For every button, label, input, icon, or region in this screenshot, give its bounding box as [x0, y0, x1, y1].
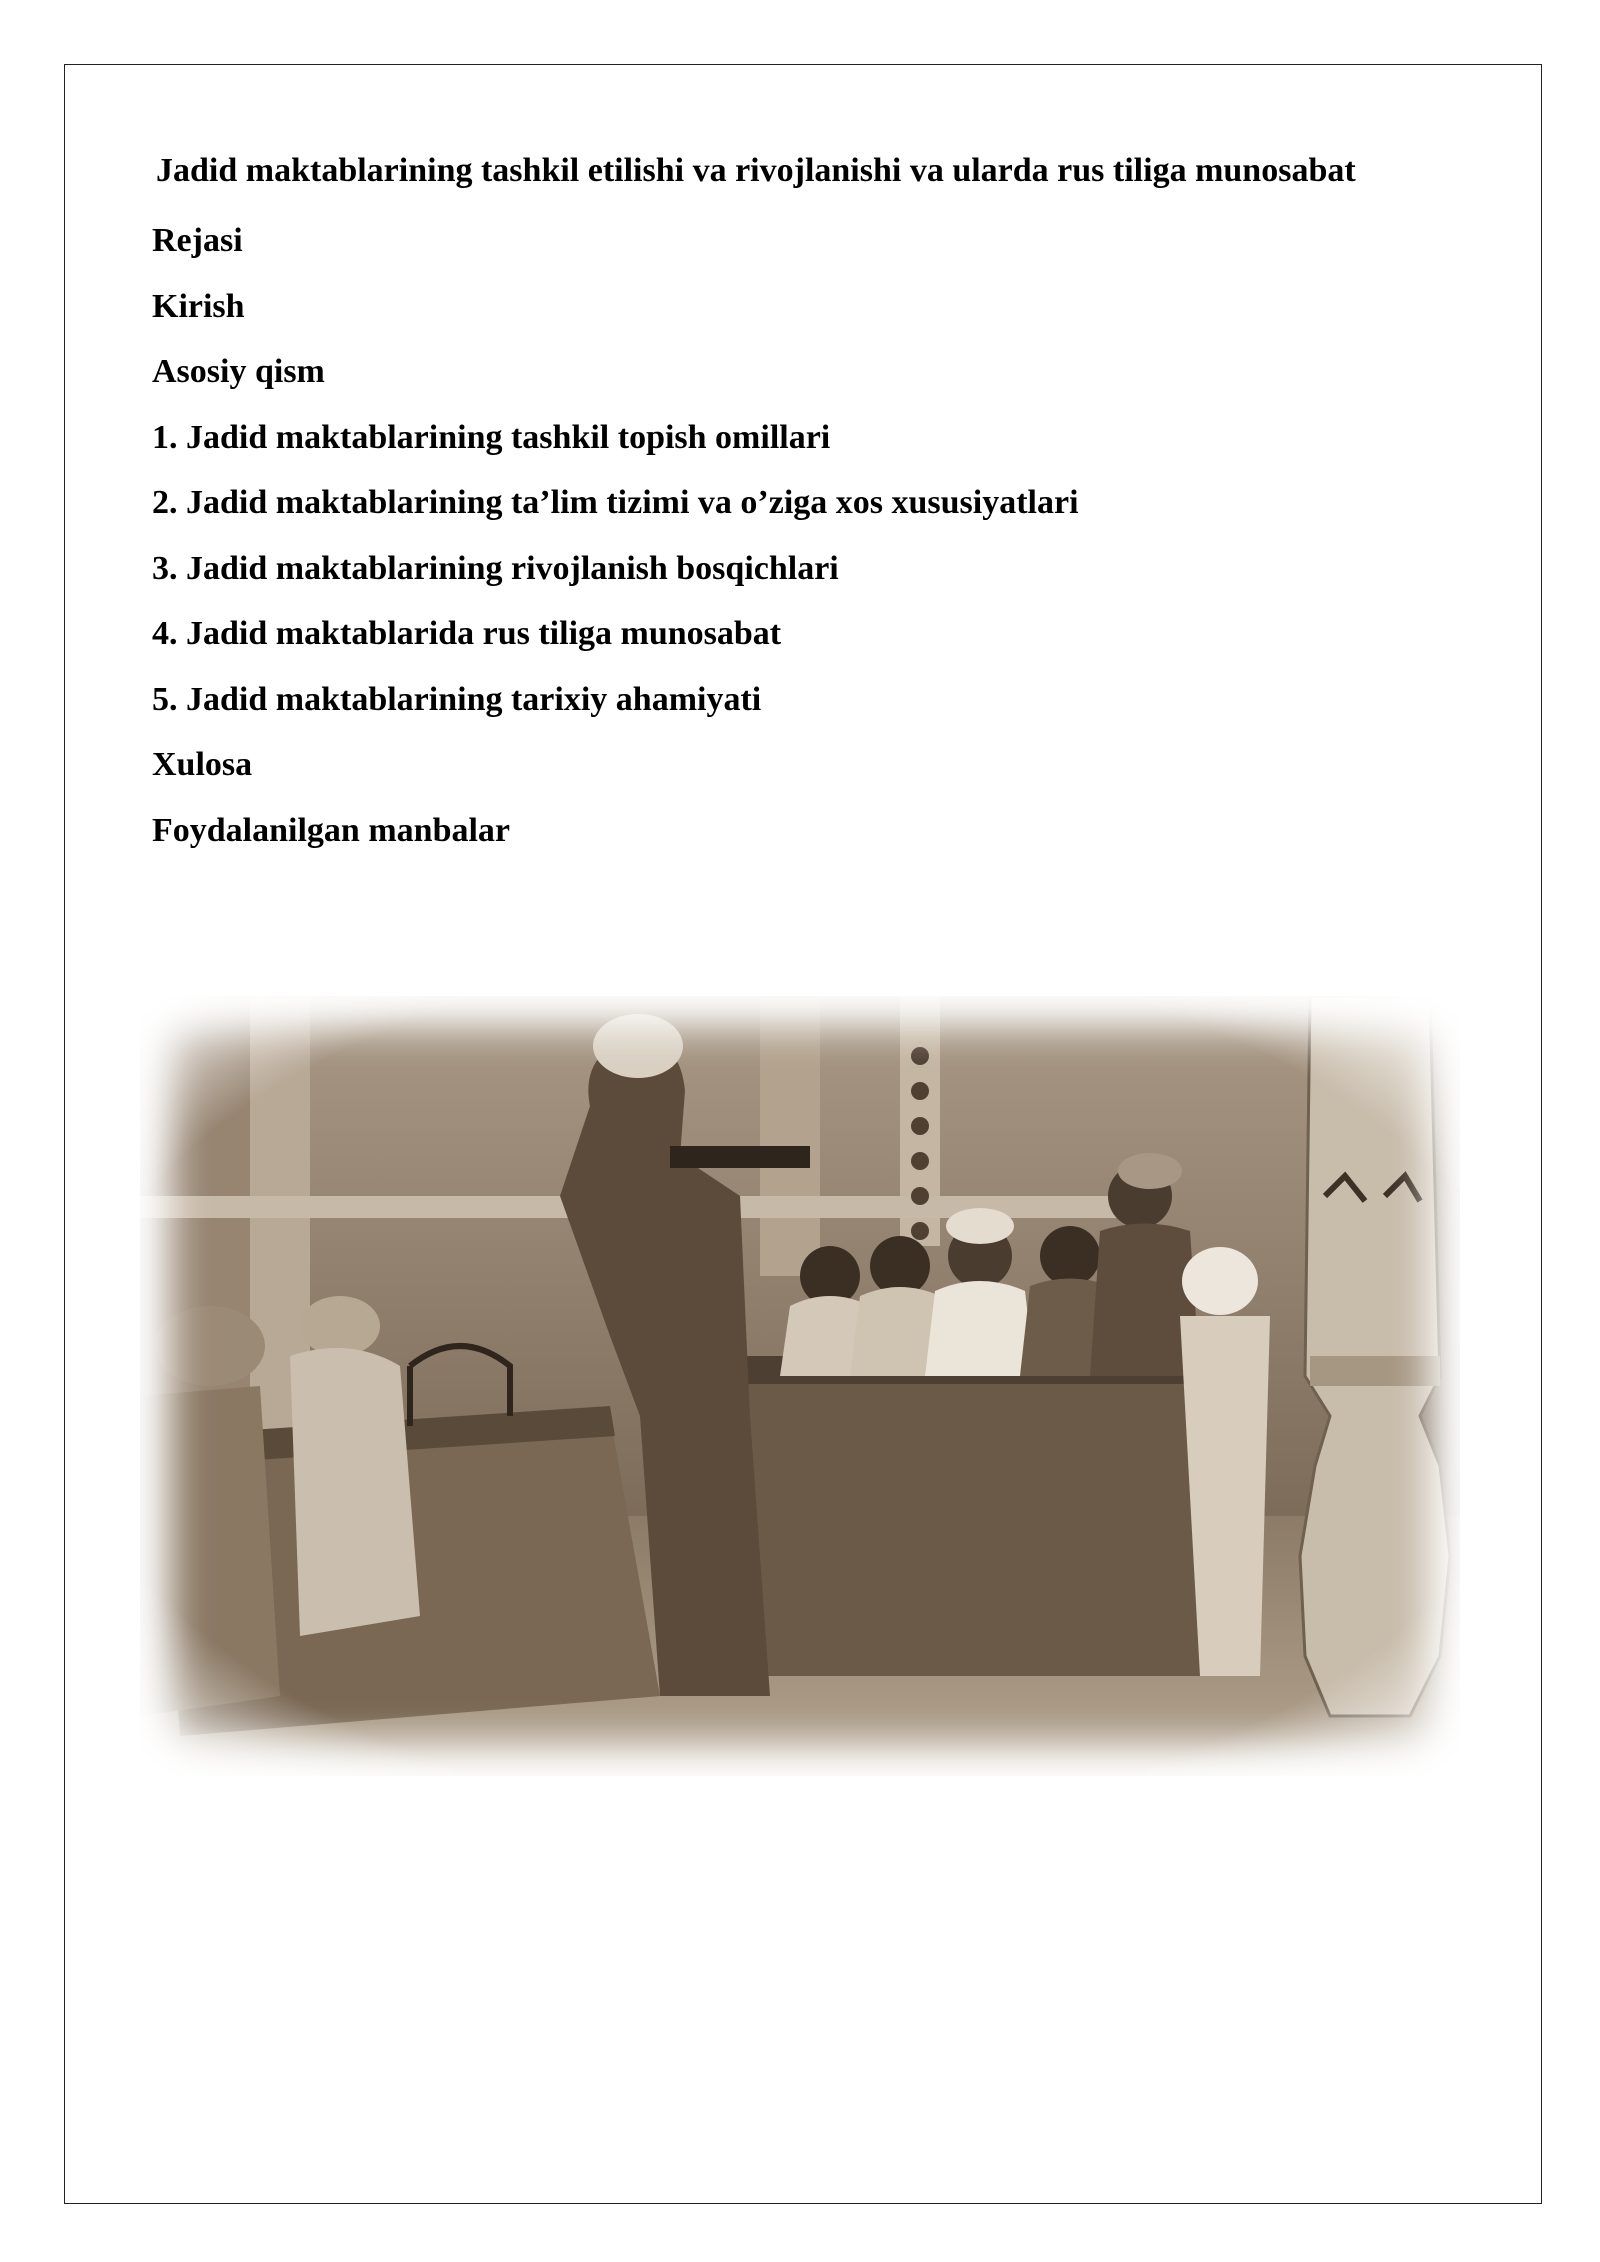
- document-title: Jadid maktablarining tashkil etilishi va rivojlanishi va ularda rus tiliga munosabat: [156, 152, 1356, 189]
- outline-item-1: 1. Jadid maktablarining tashkil topish omillari: [152, 418, 831, 456]
- outline-item-xulosa: Xulosa: [152, 746, 253, 783]
- outline-item-4: 4. Jadid maktablarida rus tiliga munosabat: [152, 615, 782, 652]
- outline-item-2: 2. Jadid maktablarining ta’lim tizimi va o’ziga xos xususiyatlari: [152, 484, 1079, 521]
- historical-classroom-photo: [140, 996, 1460, 1776]
- outline-item-asosiy-qism: Asosiy qism: [152, 353, 325, 390]
- plan-outline: [152, 219, 1079, 874]
- outline-item-manbalar: Foydalanilgan manbalar: [152, 811, 511, 849]
- outline-item-5: 5. Jadid maktablarining tarixiy ahamiyati: [152, 680, 762, 718]
- outline-item-kirish: Kirish: [152, 287, 245, 325]
- classroom-illustration: [140, 996, 1460, 1776]
- outline-heading-rejasi: Rejasi: [152, 222, 243, 259]
- outline-item-3: 3. Jadid maktablarining rivojlanish bosqichlari: [152, 549, 839, 587]
